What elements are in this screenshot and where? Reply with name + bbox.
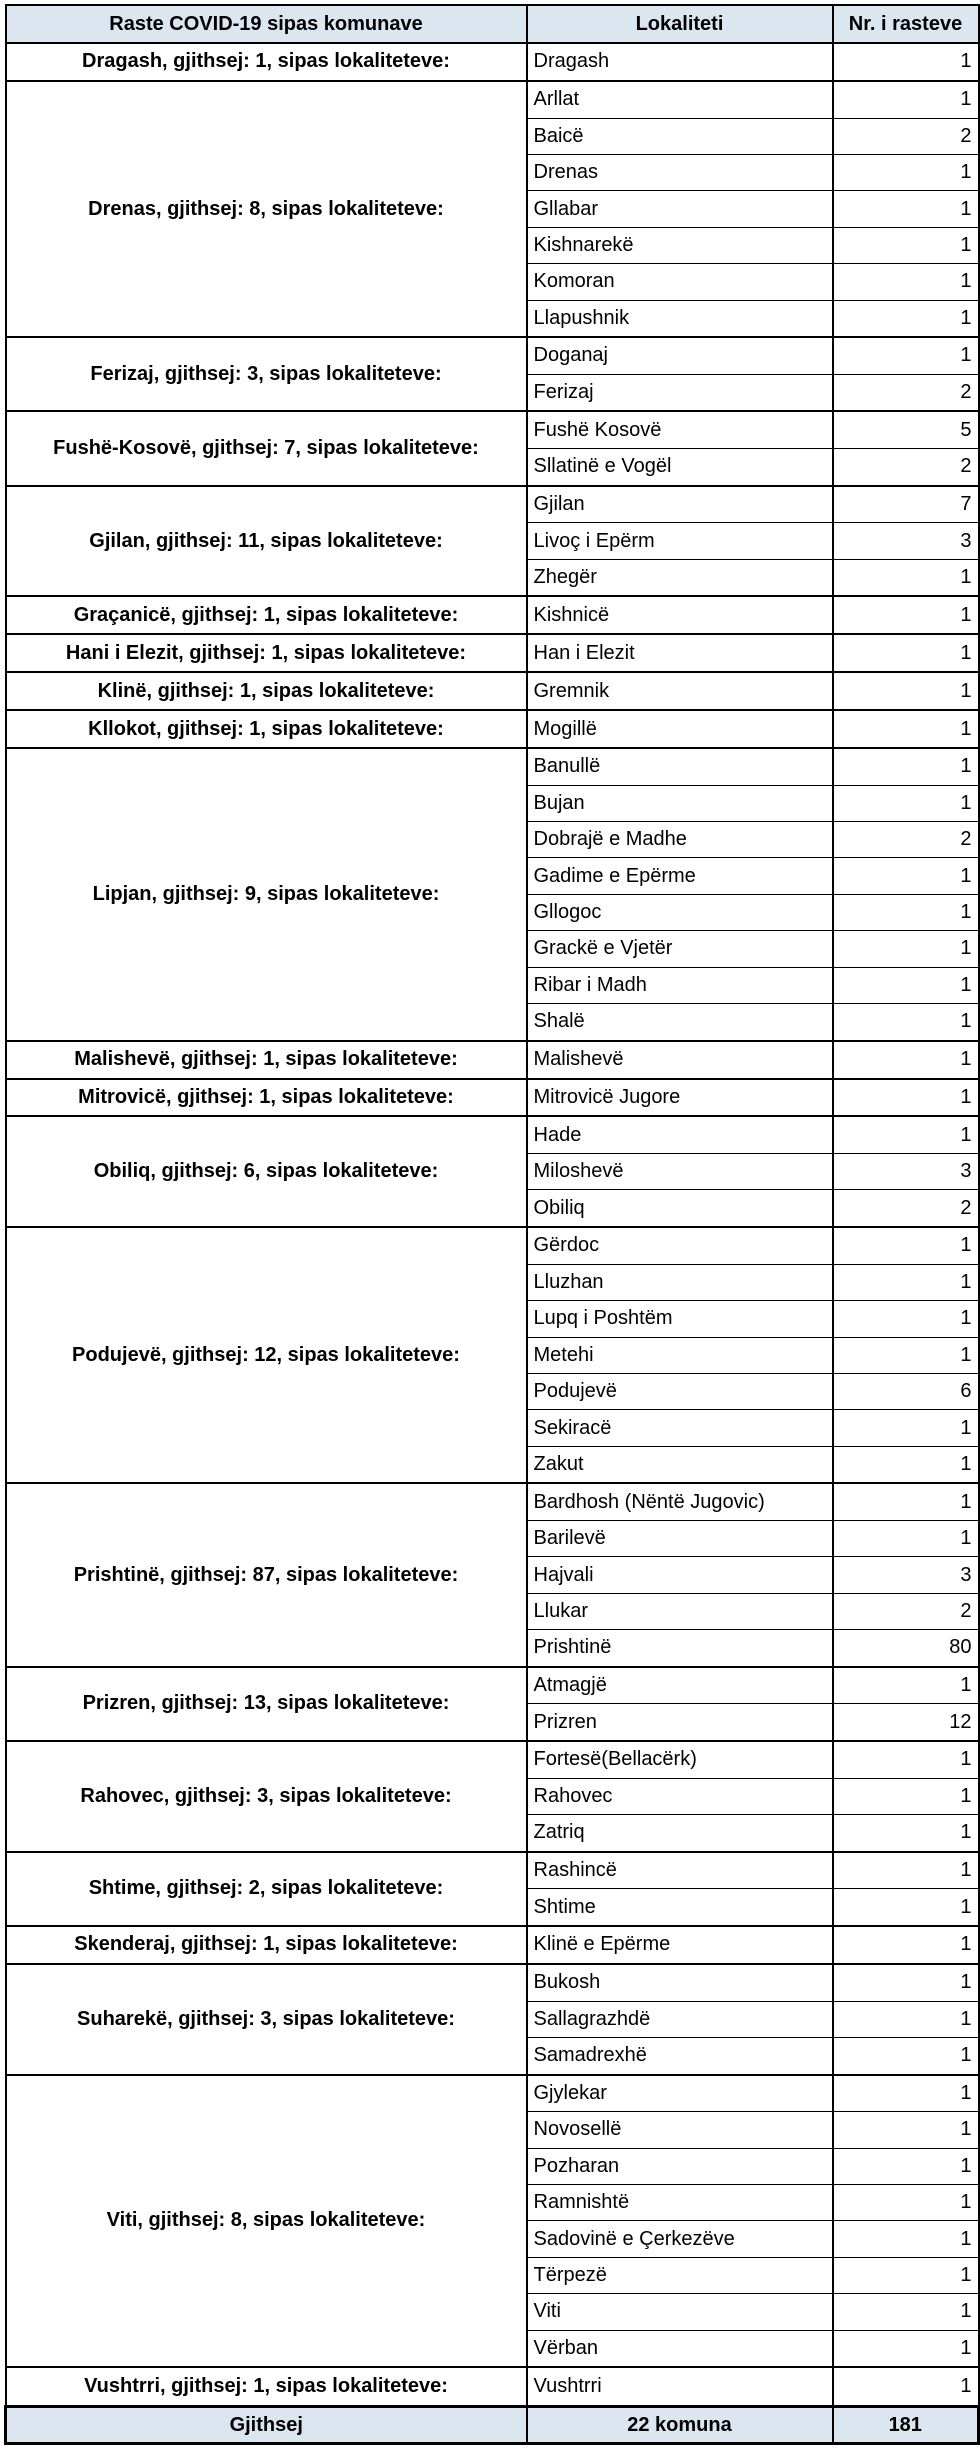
locality-cell: Prishtinë — [527, 1630, 833, 1667]
case-count-cell: 1 — [833, 2221, 979, 2257]
municipality-cell: Ferizaj, gjithsej: 3, sipas lokaliteteve: — [6, 337, 527, 411]
locality-cell: Ramnishtë — [527, 2185, 833, 2221]
locality-cell: Grackë e Vjetër — [527, 931, 833, 967]
municipality-cell: Skenderaj, gjithsej: 1, sipas lokaliteteve: — [6, 1926, 527, 1964]
municipality-cell: Lipjan, gjithsej: 9, sipas lokaliteteve: — [6, 748, 527, 1041]
table-row — [6, 1483, 979, 1520]
locality-cell: Shalë — [527, 1003, 833, 1040]
municipality-cell: Mitrovicë, gjithsej: 1, sipas lokaliteteve: — [6, 1079, 527, 1117]
case-count-cell: 1 — [833, 1116, 979, 1153]
municipality-cell: Podujevë, gjithsej: 12, sipas lokaliteteve: — [6, 1227, 527, 1483]
municipality-cell: Malishevë, gjithsej: 1, sipas lokaliteteve: — [6, 1041, 527, 1079]
case-count-cell: 1 — [833, 227, 979, 263]
table-body — [6, 43, 979, 2407]
case-count-cell: 1 — [833, 2367, 979, 2406]
locality-cell: Malishevë — [527, 1041, 833, 1079]
locality-cell: Komoran — [527, 264, 833, 300]
locality-cell: Miloshevë — [527, 1154, 833, 1190]
case-count-cell: 1 — [833, 2075, 979, 2112]
locality-cell: Sekiracë — [527, 1410, 833, 1446]
footer-municipalities: 22 komuna — [527, 2407, 833, 2444]
case-count-cell: 1 — [833, 710, 979, 748]
table-row — [6, 1667, 979, 1704]
case-count-cell: 1 — [833, 300, 979, 337]
case-count-cell: 1 — [833, 596, 979, 634]
footer-total: 181 — [833, 2407, 979, 2444]
case-count-cell: 1 — [833, 1079, 979, 1117]
municipality-cell: Obiliq, gjithsej: 6, sipas lokaliteteve: — [6, 1116, 527, 1227]
case-count-cell: 3 — [833, 523, 979, 559]
municipality-cell: Suharekë, gjithsej: 3, sipas lokaliteteve: — [6, 1964, 527, 2075]
locality-cell: Sallagrazhdë — [527, 2001, 833, 2037]
municipality-cell: Prishtinë, gjithsej: 87, sipas lokaliteteve: — [6, 1483, 527, 1666]
case-count-cell: 1 — [833, 1264, 979, 1300]
locality-cell: Sadovinë e Çerkezëve — [527, 2221, 833, 2257]
case-count-cell: 1 — [833, 1926, 979, 1964]
header-municipality: Raste COVID-19 sipas komunave — [6, 5, 527, 43]
locality-cell: Prizren — [527, 1704, 833, 1741]
municipality-cell: Hani i Elezit, gjithsej: 1, sipas lokaliteteve: — [6, 634, 527, 672]
case-count-cell: 1 — [833, 2037, 979, 2074]
case-count-cell: 1 — [833, 2185, 979, 2221]
case-count-cell: 1 — [833, 894, 979, 930]
locality-cell: Gjylekar — [527, 2075, 833, 2112]
locality-cell: Kishnarekë — [527, 227, 833, 263]
locality-cell: Ribar i Madh — [527, 967, 833, 1003]
table-row — [6, 1926, 979, 1964]
covid-cases-table — [4, 4, 980, 2445]
locality-cell: Rahovec — [527, 1778, 833, 1814]
case-count-cell: 2 — [833, 1593, 979, 1629]
case-count-cell: 2 — [833, 374, 979, 411]
locality-cell: Obiliq — [527, 1190, 833, 1227]
case-count-cell: 1 — [833, 967, 979, 1003]
case-count-cell: 1 — [833, 1337, 979, 1373]
case-count-cell: 2 — [833, 449, 979, 486]
table-row — [6, 1041, 979, 1079]
locality-cell: Novosellë — [527, 2112, 833, 2148]
locality-cell: Samadrexhë — [527, 2037, 833, 2074]
municipality-cell: Graçanicë, gjithsej: 1, sipas lokaliteteve: — [6, 596, 527, 634]
locality-cell: Bujan — [527, 785, 833, 821]
case-count-cell: 1 — [833, 1410, 979, 1446]
municipality-cell: Vushtrri, gjithsej: 1, sipas lokaliteteve: — [6, 2367, 527, 2406]
locality-cell: Atmagjë — [527, 1667, 833, 1704]
case-count-cell: 1 — [833, 785, 979, 821]
table-row — [6, 596, 979, 634]
municipality-cell: Klinë, gjithsej: 1, sipas lokaliteteve: — [6, 672, 527, 710]
locality-cell: Gjilan — [527, 486, 833, 523]
table-row — [6, 1964, 979, 2001]
case-count-cell: 3 — [833, 1154, 979, 1190]
footer-label: Gjithsej — [6, 2407, 527, 2444]
case-count-cell: 1 — [833, 154, 979, 190]
table-row — [6, 1227, 979, 1264]
locality-cell: Pozharan — [527, 2148, 833, 2184]
locality-cell: Hade — [527, 1116, 833, 1153]
locality-cell: Livoç i Epërm — [527, 523, 833, 559]
header-count: Nr. i rasteve — [833, 5, 979, 43]
locality-cell: Gllabar — [527, 191, 833, 227]
locality-cell: Gremnik — [527, 672, 833, 710]
case-count-cell: 1 — [833, 1852, 979, 1889]
locality-cell: Banullë — [527, 748, 833, 785]
case-count-cell: 7 — [833, 486, 979, 523]
locality-cell: Podujevë — [527, 1373, 833, 1409]
table-row — [6, 1741, 979, 1778]
case-count-cell: 1 — [833, 1227, 979, 1264]
case-count-cell: 1 — [833, 1815, 979, 1852]
header-row — [6, 5, 979, 43]
municipality-cell: Rahovec, gjithsej: 3, sipas lokaliteteve: — [6, 1741, 527, 1852]
case-count-cell: 1 — [833, 1667, 979, 1704]
locality-cell: Fushë Kosovë — [527, 411, 833, 448]
case-count-cell: 1 — [833, 1301, 979, 1337]
municipality-cell: Fushë-Kosovë, gjithsej: 7, sipas lokaliteteve: — [6, 411, 527, 485]
case-count-cell: 1 — [833, 2294, 979, 2330]
case-count-cell: 1 — [833, 748, 979, 785]
table-row — [6, 710, 979, 748]
locality-cell: Zakut — [527, 1446, 833, 1483]
locality-cell: Llukar — [527, 1593, 833, 1629]
locality-cell: Bardhosh (Nëntë Jugovic) — [527, 1483, 833, 1520]
case-count-cell: 1 — [833, 1964, 979, 2001]
table-row — [6, 1116, 979, 1153]
table-row — [6, 1079, 979, 1117]
case-count-cell: 1 — [833, 1520, 979, 1556]
table-row — [6, 411, 979, 448]
case-count-cell: 1 — [833, 1446, 979, 1483]
case-count-cell: 1 — [833, 559, 979, 596]
locality-cell: Gllogoc — [527, 894, 833, 930]
municipality-cell: Kllokot, gjithsej: 1, sipas lokaliteteve: — [6, 710, 527, 748]
locality-cell: Sllatinë e Vogël — [527, 449, 833, 486]
table-row — [6, 486, 979, 523]
case-count-cell: 1 — [833, 2330, 979, 2367]
case-count-cell: 1 — [833, 1741, 979, 1778]
locality-cell: Mitrovicë Jugore — [527, 1079, 833, 1117]
locality-cell: Hajvali — [527, 1557, 833, 1593]
locality-cell: Vërban — [527, 2330, 833, 2367]
table-row — [6, 1852, 979, 1889]
locality-cell: Ferizaj — [527, 374, 833, 411]
case-count-cell: 1 — [833, 337, 979, 374]
locality-cell: Kishnicë — [527, 596, 833, 634]
case-count-cell: 12 — [833, 1704, 979, 1741]
table-row — [6, 672, 979, 710]
case-count-cell: 2 — [833, 118, 979, 154]
locality-cell: Mogillë — [527, 710, 833, 748]
locality-cell: Metehi — [527, 1337, 833, 1373]
locality-cell: Baicë — [527, 118, 833, 154]
locality-cell: Shtime — [527, 1889, 833, 1926]
case-count-cell: 2 — [833, 1190, 979, 1227]
locality-cell: Gadime e Epërme — [527, 858, 833, 894]
locality-cell: Lupq i Poshtëm — [527, 1301, 833, 1337]
case-count-cell: 80 — [833, 1630, 979, 1667]
locality-cell: Fortesë(Bellacërk) — [527, 1741, 833, 1778]
locality-cell: Doganaj — [527, 337, 833, 374]
case-count-cell: 1 — [833, 931, 979, 967]
locality-cell: Klinë e Epërme — [527, 1926, 833, 1964]
locality-cell: Dragash — [527, 43, 833, 81]
table-row — [6, 2367, 979, 2406]
locality-cell: Drenas — [527, 154, 833, 190]
case-count-cell: 2 — [833, 822, 979, 858]
header-locality: Lokaliteti — [527, 5, 833, 43]
footer-row — [6, 2407, 979, 2444]
case-count-cell: 1 — [833, 1778, 979, 1814]
case-count-cell: 1 — [833, 858, 979, 894]
case-count-cell: 1 — [833, 1889, 979, 1926]
table-row — [6, 748, 979, 785]
locality-cell: Viti — [527, 2294, 833, 2330]
case-count-cell: 3 — [833, 1557, 979, 1593]
case-count-cell: 6 — [833, 1373, 979, 1409]
case-count-cell: 1 — [833, 2148, 979, 2184]
case-count-cell: 1 — [833, 1041, 979, 1079]
case-count-cell: 1 — [833, 2001, 979, 2037]
locality-cell: Bukosh — [527, 1964, 833, 2001]
case-count-cell: 1 — [833, 2257, 979, 2293]
table-row — [6, 634, 979, 672]
locality-cell: Zhegër — [527, 559, 833, 596]
municipality-cell: Gjilan, gjithsej: 11, sipas lokaliteteve: — [6, 486, 527, 597]
case-count-cell: 1 — [833, 191, 979, 227]
locality-cell: Barilevë — [527, 1520, 833, 1556]
case-count-cell: 1 — [833, 43, 979, 81]
locality-cell: Arllat — [527, 81, 833, 118]
locality-cell: Gërdoc — [527, 1227, 833, 1264]
case-count-cell: 1 — [833, 672, 979, 710]
table-row — [6, 2075, 979, 2112]
case-count-cell: 1 — [833, 1483, 979, 1520]
locality-cell: Zatriq — [527, 1815, 833, 1852]
case-count-cell: 1 — [833, 1003, 979, 1040]
table-row — [6, 43, 979, 81]
table-row — [6, 81, 979, 118]
locality-cell: Lluzhan — [527, 1264, 833, 1300]
table-row — [6, 337, 979, 374]
case-count-cell: 5 — [833, 411, 979, 448]
municipality-cell: Shtime, gjithsej: 2, sipas lokaliteteve: — [6, 1852, 527, 1926]
municipality-cell: Dragash, gjithsej: 1, sipas lokaliteteve: — [6, 43, 527, 81]
municipality-cell: Drenas, gjithsej: 8, sipas lokaliteteve: — [6, 81, 527, 337]
case-count-cell: 1 — [833, 2112, 979, 2148]
case-count-cell: 1 — [833, 264, 979, 300]
municipality-cell: Viti, gjithsej: 8, sipas lokaliteteve: — [6, 2075, 527, 2368]
locality-cell: Vushtrri — [527, 2367, 833, 2406]
municipality-cell: Prizren, gjithsej: 13, sipas lokaliteteve: — [6, 1667, 527, 1741]
locality-cell: Rashincë — [527, 1852, 833, 1889]
locality-cell: Tërpezë — [527, 2257, 833, 2293]
locality-cell: Han i Elezit — [527, 634, 833, 672]
case-count-cell: 1 — [833, 634, 979, 672]
locality-cell: Llapushnik — [527, 300, 833, 337]
locality-cell: Dobrajë e Madhe — [527, 822, 833, 858]
case-count-cell: 1 — [833, 81, 979, 118]
